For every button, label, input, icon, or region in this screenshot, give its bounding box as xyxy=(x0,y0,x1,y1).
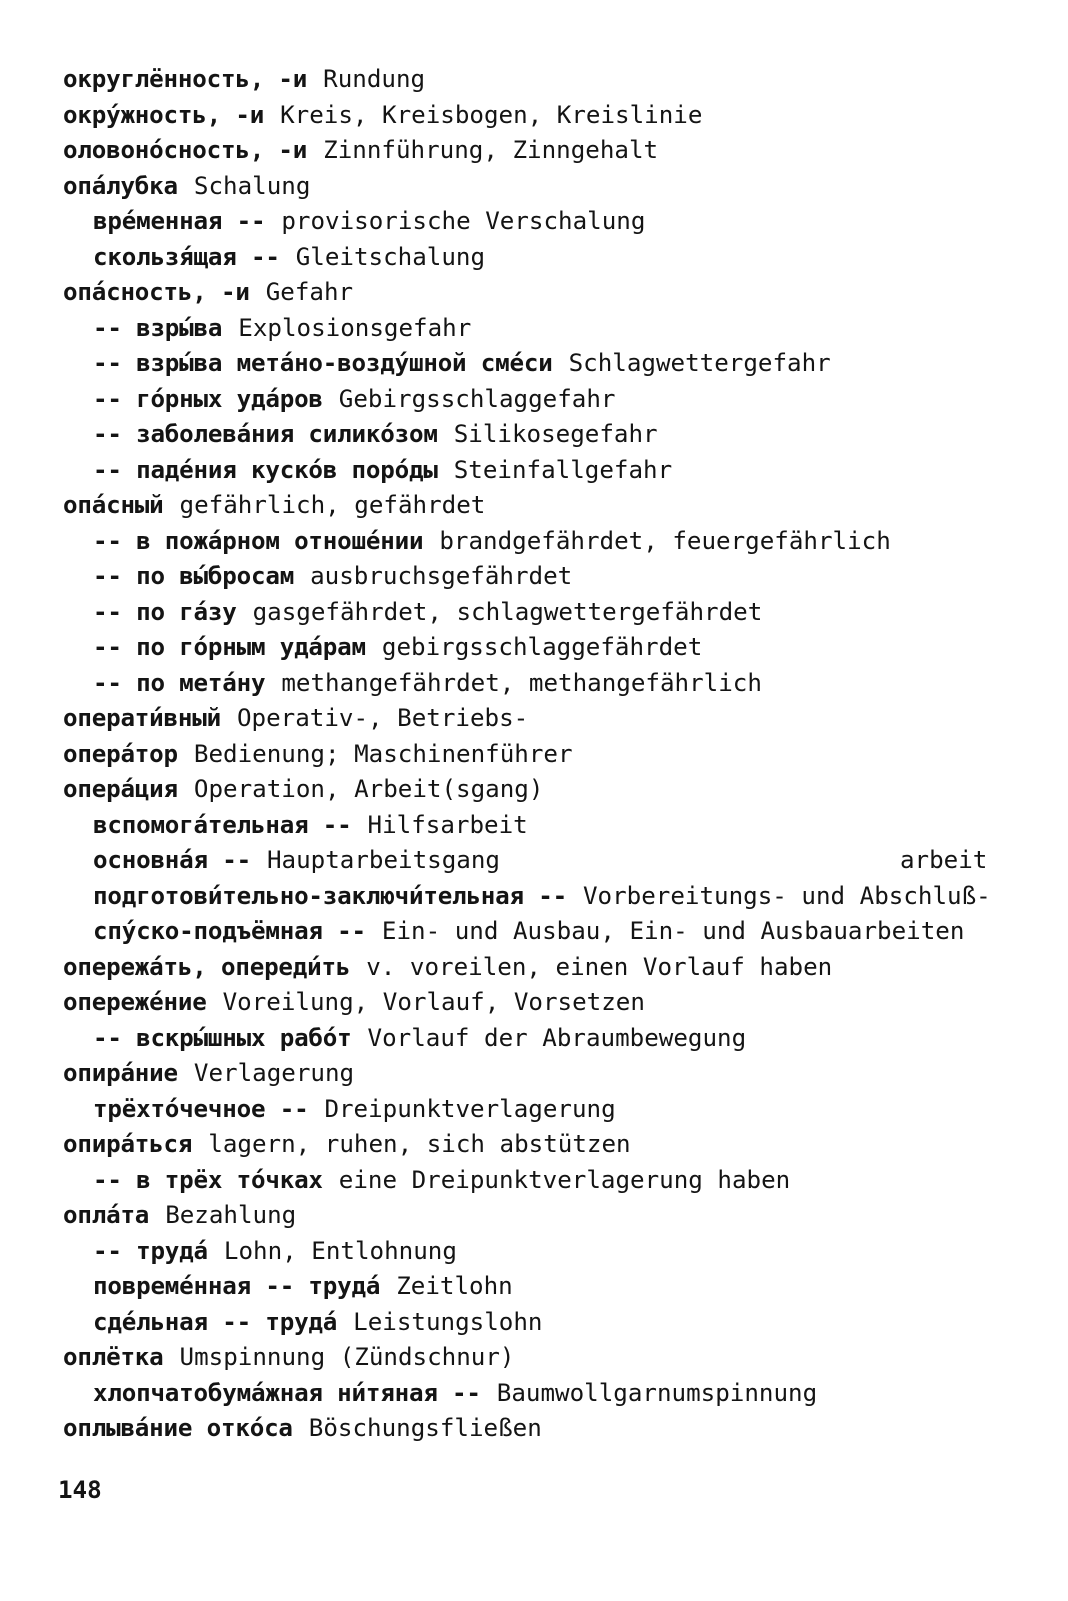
subentry-line xyxy=(0,1305,1068,1341)
german-translation: Kreis, Kreisbogen, Kreislinie xyxy=(280,100,703,129)
german-translation: gefährlich, gefährdet xyxy=(179,491,486,519)
subentry-line xyxy=(0,346,1068,382)
german-translation: Hilfsarbeit xyxy=(367,810,528,839)
german-translation: Steinfallgefahr xyxy=(453,455,673,484)
entry-line xyxy=(0,1411,1068,1447)
russian-term: операти́вный xyxy=(63,704,221,732)
russian-term: вспомога́тельная -- xyxy=(93,810,352,839)
german-translation: Explosionsgefahr xyxy=(238,313,472,342)
subentry-line xyxy=(0,524,1068,560)
russian-term: оплётка xyxy=(63,1343,164,1371)
entry-line xyxy=(0,737,1068,773)
russian-term: -- труда́ xyxy=(93,1236,208,1265)
russian-term: оловоно́сность, -и xyxy=(63,136,308,164)
russian-term: округлённость, -и xyxy=(63,65,308,93)
russian-term: -- в пожа́рном отноше́нии xyxy=(93,526,424,555)
entry-line xyxy=(0,1340,1068,1376)
subentry-line xyxy=(0,240,1068,276)
entry-line xyxy=(0,275,1068,311)
russian-term: -- заболева́ния силико́зом xyxy=(93,420,438,448)
german-translation: Baumwollgarnumspinnung xyxy=(496,1378,818,1407)
subentry-line xyxy=(0,808,1068,844)
russian-term: хлопчатобума́жная ни́тяная -- xyxy=(93,1378,481,1407)
entry-line xyxy=(0,1198,1068,1234)
german-translation: brandgefährdet, feuergefährlich xyxy=(439,526,891,555)
russian-term: подготови́тельно-заключи́тельная -- xyxy=(93,881,567,910)
german-translation: Rundung xyxy=(323,65,426,93)
entry-line xyxy=(0,1127,1068,1163)
subentry-line xyxy=(0,914,1068,950)
german-translation: Zinnführung, Zinngehalt xyxy=(323,136,659,164)
german-translation: Operation, Arbeit(sgang) xyxy=(193,775,544,803)
russian-term: -- в трёх то́чках xyxy=(93,1165,323,1194)
german-translation: Schlagwettergefahr xyxy=(568,349,831,377)
russian-term: опира́ние xyxy=(63,1059,178,1087)
subentry-line xyxy=(0,843,1068,879)
russian-term: спу́ско-подъёмная -- xyxy=(93,917,366,945)
russian-term: -- вскры́шных рабо́т xyxy=(93,1023,352,1052)
entry-line xyxy=(0,133,1068,169)
german-translation: methangefährdet, methangefährlich xyxy=(281,668,762,697)
subentry-line xyxy=(0,630,1068,666)
subentry-line xyxy=(0,666,1068,702)
german-translation: Silikosegefahr xyxy=(453,420,658,448)
russian-term: -- паде́ния куско́в поро́ды xyxy=(93,455,438,484)
entry-line xyxy=(0,950,1068,986)
russian-term: -- взры́ва xyxy=(93,313,223,342)
german-translation: Gefahr xyxy=(265,278,354,306)
russian-term: опира́ться xyxy=(63,1130,193,1158)
german-translation: Leistungslohn xyxy=(353,1307,543,1336)
russian-term: скользя́щая -- xyxy=(93,242,280,271)
german-translation: Verlagerung xyxy=(193,1059,355,1087)
subentry-line xyxy=(0,1092,1068,1128)
german-translation: Vorlauf der Abraumbewegung xyxy=(367,1023,747,1052)
entry-line xyxy=(0,701,1068,737)
page-number: 148 xyxy=(58,1476,102,1504)
subentry-line xyxy=(0,204,1068,240)
overflow-continuation: arbeit xyxy=(900,846,988,874)
russian-term: -- по га́зу xyxy=(93,597,237,626)
russian-term: опереже́ние xyxy=(63,988,207,1016)
russian-term: -- го́рных уда́ров xyxy=(93,384,323,413)
entry-list xyxy=(0,62,1068,1447)
german-translation: Schalung xyxy=(193,171,311,200)
subentry-line xyxy=(0,453,1068,489)
german-translation: v. voreilen, einen Vorlauf haben xyxy=(366,952,833,981)
german-translation: Umspinnung (Zündschnur) xyxy=(179,1343,515,1371)
subentry-line xyxy=(0,1376,1068,1412)
subentry-line xyxy=(0,1269,1068,1305)
russian-term: -- по вы́бросам xyxy=(93,562,295,590)
russian-term: опа́сность, -и xyxy=(63,278,250,306)
subentry-line xyxy=(0,879,1068,915)
entry-line xyxy=(0,985,1068,1021)
german-translation: Operativ-, Betriebs- xyxy=(236,704,529,732)
german-translation: ausbruchsgefährdet xyxy=(310,562,573,590)
russian-term: вре́менная -- xyxy=(93,207,266,235)
subentry-line xyxy=(0,1234,1068,1270)
german-translation: Bezahlung xyxy=(165,1201,297,1229)
russian-term: повреме́нная -- труда́ xyxy=(93,1272,381,1300)
german-translation: Vorbereitungs- und Abschluß- xyxy=(582,881,991,910)
russian-term: основна́я -- xyxy=(93,846,251,874)
russian-term: опережа́ть, опереди́ть xyxy=(63,952,351,981)
russian-term: опла́та xyxy=(63,1201,150,1229)
entry-line xyxy=(0,488,1068,524)
german-translation: gebirgsschlaggefährdet xyxy=(381,633,703,661)
russian-term: -- по мета́ну xyxy=(93,668,266,697)
subentry-line xyxy=(0,595,1068,631)
russian-term: окру́жность, -и xyxy=(63,100,265,129)
german-translation: Ein- und Ausbau, Ein- und Ausbauarbeiten xyxy=(381,917,965,945)
german-translation: Voreilung, Vorlauf, Vorsetzen xyxy=(222,988,645,1016)
russian-term: -- по го́рным уда́рам xyxy=(93,633,366,661)
subentry-line xyxy=(0,1163,1068,1199)
russian-term: опа́лубка xyxy=(63,171,178,200)
subentry-line xyxy=(0,382,1068,418)
german-translation: lagern, ruhen, sich abstützen xyxy=(208,1130,631,1158)
german-translation: Lohn, Entlohnung xyxy=(223,1236,457,1265)
german-translation: Hauptarbeitsgang xyxy=(266,846,500,874)
russian-term: сде́льная -- труда́ xyxy=(93,1307,338,1336)
german-translation: Dreipunktverlagerung xyxy=(324,1094,616,1123)
german-translation: Gleitschalung xyxy=(295,242,486,271)
entry-line xyxy=(0,1056,1068,1092)
subentry-line xyxy=(0,417,1068,453)
entry-line xyxy=(0,98,1068,134)
subentry-line xyxy=(0,311,1068,347)
russian-term: трёхто́чечное -- xyxy=(93,1094,309,1123)
german-translation: Zeitlohn xyxy=(396,1272,513,1300)
german-translation: provisorische Verschalung xyxy=(281,207,646,235)
entry-line xyxy=(0,62,1068,98)
entry-line xyxy=(0,169,1068,205)
russian-term: -- взры́ва мета́но-возду́шной сме́си xyxy=(93,349,553,377)
russian-term: опа́сный xyxy=(63,491,164,519)
german-translation: Böschungsfließen xyxy=(308,1414,542,1442)
entry-line xyxy=(0,772,1068,808)
german-translation: Bedienung; Maschinenführer xyxy=(193,739,573,768)
russian-term: опера́ция xyxy=(63,775,178,803)
german-translation: gasgefährdet, schlagwettergefährdet xyxy=(252,597,763,626)
german-translation: eine Dreipunktverlagerung haben xyxy=(338,1165,791,1194)
russian-term: опера́тор xyxy=(63,739,178,768)
german-translation: Gebirgsschlaggefahr xyxy=(338,384,616,413)
subentry-line xyxy=(0,1021,1068,1057)
russian-term: оплыва́ние отко́са xyxy=(63,1414,293,1442)
subentry-line xyxy=(0,559,1068,595)
